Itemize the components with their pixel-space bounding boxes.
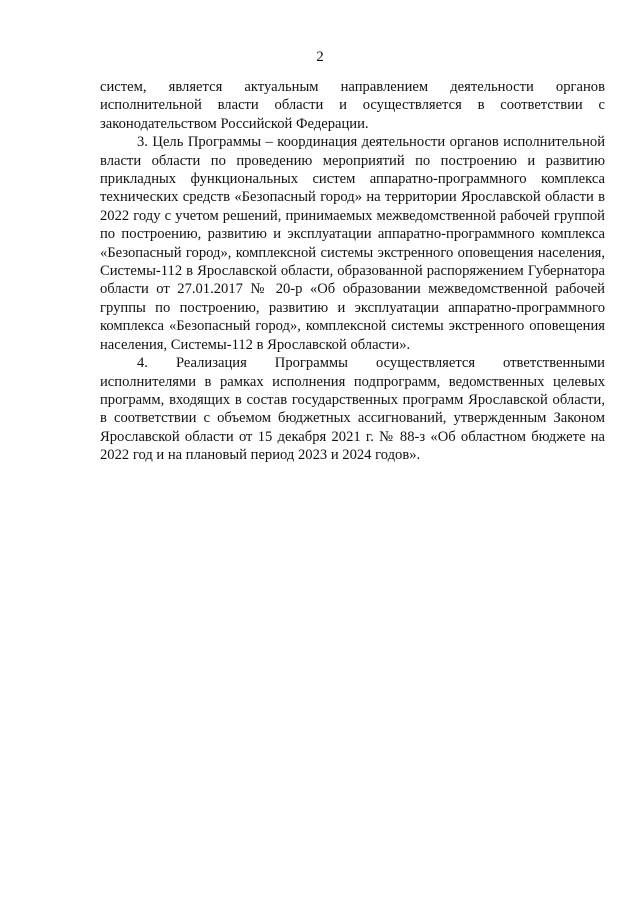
paragraph-program-implementation: 4. Реализация Программы осуществляется ответственными исполнителями в рамках исполнения подпрограмм, ведомственных целевых программ, входящих в состав государственных программ Ярославской области, в соответствии с объемом бюджетных ассигнований, утвержденным Законом Ярославской области от 15 декабря 2021 г. № 88-з «Об областном бюджете на 2022 год и на плановый период 2023 и 2024 годов». [100,355,605,464]
paragraph-program-goal: 3. Цель Программы – координация деятельности органов исполнительной власти области по проведению мероприятий по построению и развитию прикладных функциональных систем аппаратно-программного комплекса технических средств «Безопасный город» на территории Ярославской области в 2022 году с учетом решений, принимаемых межведомственной рабочей группой по построению, развитию и эксплуатации аппаратно-программного комплекса «Безопасный город», комплексной системы экстренного оповещения населения, Системы-112 в Ярославской области, образованной распоряжением Губернатора области от 27.01.2017 № 20-р «Об образовании межведомственной рабочей группы по построению, развитию и эксплуатации аппаратно-программного комплекса «Безопасный город», комплексной системы экстренного оповещения населения, Системы-112 в Ярославской области». [100,134,605,353]
paragraph-continuation: систем, является актуальным направлением деятельности органов исполнительной власти области и осуществляется в соответствии с законодательством Российской Федерации. [100,79,605,132]
document-body [100,78,605,465]
page-number: 2 [316,49,324,65]
